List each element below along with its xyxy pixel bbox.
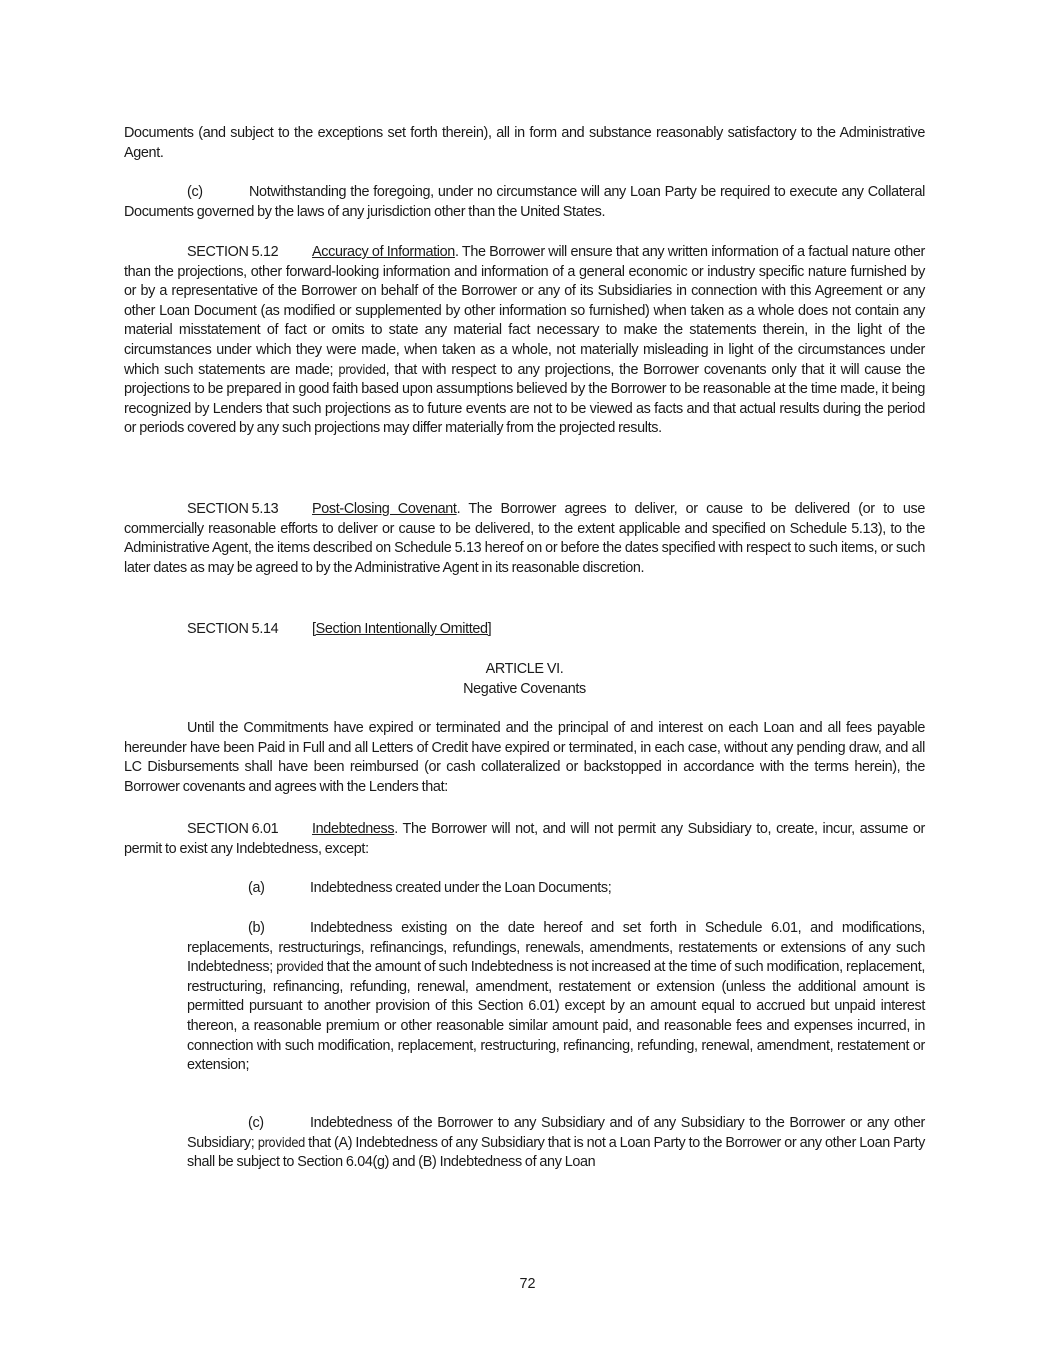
paragraph-label: (c) [187,184,203,200]
list-item-text-continued: that (A) Indebtedness of any Subsidiary that is not a Loan Party to the Borrower or any other Loan Party shall be subject to Section 6.04(g) and (B) Indebtedness of any Loan [187,1134,925,1171]
section-title: Indebtedness [312,821,395,837]
section-number: SECTION 5.13 [187,501,279,517]
list-item-text: Indebtedness created under the Loan Documents; [310,880,612,896]
list-item-a [187,879,925,899]
section-title: [Section Intentionally Omitted] [312,621,492,637]
section-title: Post-Closing Covenant [312,501,457,517]
page-number: 72 [519,1276,536,1292]
provided-term: provided [338,362,386,378]
article-number: ARTICLE VI. [485,661,564,677]
list-item-text-continued: that the amount of such Indebtedness is not increased at the time of such modification, replacement, restructuring, refinancing, refunding, renewal, amendment, restatement or extension (unless the additional amount is permitted pursuant to another provision of this Section 6.01) except by an amount equal to accrued but unpaid interest thereon, a reasonable premium or other reasonable similar amount paid, and reasonable fees and expenses incurred, in connection with such modification, replacement, restructuring, refinancing, refunding, renewal, amendment, restatement or extension; [187,959,925,1074]
list-item-label: (a) [248,880,265,896]
article-intro-paragraph [124,719,925,797]
paragraph-c-collateral [124,183,925,222]
list-item-b [187,919,925,1076]
list-item-text: Indebtedness of the Borrower to any Subsidiary and of any Subsidiary to the Borrower or any other Subsidiary; [187,1115,925,1151]
intro-paragraph [124,124,925,163]
section-6-01 [124,820,925,859]
section-number: SECTION 6.01 [187,821,279,837]
provided-term: provided [276,960,324,976]
article-title: Negative Covenants [463,680,586,697]
section-5-14 [124,620,925,640]
intro-text: Documents (and subject to the exceptions set forth therein), all in form and substance reasonably satisfactory to the Administrative Agent. [124,125,925,161]
list-item-label: (c) [248,1115,264,1131]
section-text-continued: , that with respect to any projections, the Borrower covenants only that it will cause the projections to be prepared in good faith based upon assumptions believed by the Borrower to be reasonable at the time made, it being recognized by Lenders that such projections as to future events are not to be viewed as facts and that actual results during the period or periods covered by any such projections may differ materially from the projected results. [124,361,925,437]
section-5-12 [124,243,925,439]
section-5-13 [124,500,925,578]
section-title: Accuracy of Information [312,244,455,260]
provided-term: provided [257,1135,305,1151]
section-number: SECTION 5.12 [187,244,279,260]
section-text: . The Borrower will ensure that any written information of a factual nature other than the projections, other forward-looking information and information of a general economic or industry specific nature furnished by or by a representative of the Borrower on behalf of the Borrower or any of its Subsidiaries in connection with this Agreement or any other Loan Document (as modified or supplemented by other information so furnished) when taken as a whole does not contain any material misstatement of fact or omits to state any material fact necessary to make the statements therein, in the light of the circumstances under which they were made, when taken as a whole, not materially misleading in light of the circumstances under which such statements are made; [124,244,926,378]
list-item-c [187,1114,925,1173]
article-intro-text: Until the Commitments have expired or terminated and the principal of and interest on each Loan and all fees payable hereunder have been Paid in Full and all Letters of Credit have expired or terminated, in each case, without any pending draw, and all LC Disbursements shall have been reimbursed (or cash collateralized or backstopped in accordance with the terms herein), the Borrower covenants and agrees with the Lenders that: [124,720,925,795]
section-text: . The Borrower will not, and will not permit any Subsidiary to, create, incur, assume or permit to exist any Indebtedness, except: [124,821,925,857]
list-item-label: (b) [248,920,265,936]
article-heading [124,660,925,699]
section-number: SECTION 5.14 [187,621,279,637]
paragraph-text: Notwithstanding the foregoing, under no circumstance will any Loan Party be required to execute any Collateral Documents governed by the laws of any jurisdiction other than the United States. [124,184,925,220]
list-item-text: Indebtedness existing on the date hereof and set forth in Schedule 6.01, and modifications, replacements, restructurings, refinancings, refundings, renewals, amendments, restatements or extensions of any such Indebtedness; [187,920,925,976]
section-text: . The Borrower agrees to deliver, or cause to be delivered (or to use commercially reasonable efforts to deliver or cause to be delivered, to the extent applicable and specified on Schedule 5.13), to the Administrative Agent, the items described on Schedule 5.13 hereof on or before the dates specified with respect to such items, or such later dates as may be agreed to by the Administrative Agent in its reasonable discretion. [124,501,925,576]
